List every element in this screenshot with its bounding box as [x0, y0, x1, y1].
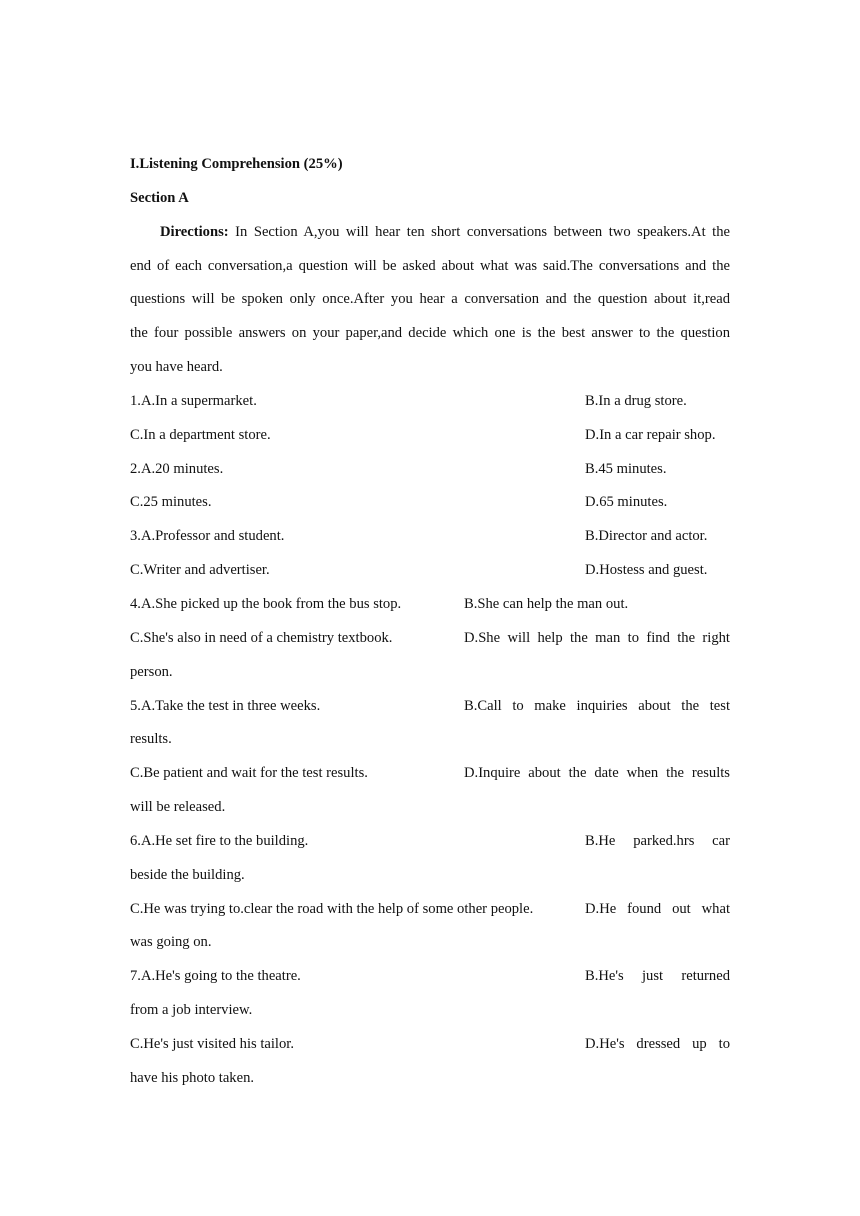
q2-option-b: B.45 minutes. — [585, 460, 667, 477]
q5-option-a: 5.A.Take the test in three weeks. — [130, 697, 321, 714]
q4-option-d: D.She will help the man to find the right — [464, 629, 730, 646]
directions-line-5: you have heard. — [130, 359, 223, 376]
part-heading: I.Listening Comprehension (25%) — [130, 156, 343, 172]
q1-option-a: 1.A.In a supermarket. — [130, 392, 257, 409]
q7-option-c: C.He's just visited his tailor. — [130, 1035, 294, 1052]
question-1-row-1 — [130, 385, 730, 419]
directions-line-2: end of each conversation,a question will be asked about what was said.The conversations and the — [130, 257, 730, 274]
q2-option-d: D.65 minutes. — [585, 494, 668, 511]
q4-option-b: B.She can help the man out. — [464, 595, 629, 612]
q2-option-a: 2.A.20 minutes. — [130, 460, 224, 477]
question-7-row-2 — [130, 1028, 730, 1062]
q6-option-c: C.He was trying to.clear the road with the help of some other people. — [130, 900, 534, 917]
question-6-row-2 — [130, 893, 730, 927]
q3-option-c: C.Writer and advertiser. — [130, 562, 270, 579]
q5-option-d: D.Inquire about the date when the results — [464, 765, 730, 782]
directions-line-4: the four possible answers on your paper,and decide which one is the best answer to the question — [130, 325, 730, 342]
q2-option-c: C.25 minutes. — [130, 494, 212, 511]
q7-option-a: 7.A.He's going to the theatre. — [130, 968, 301, 985]
q1-option-c: C.In a department store. — [130, 426, 271, 443]
q7-option-b-continued: from a job interview. — [130, 1002, 253, 1019]
q3-option-b: B.Director and actor. — [585, 528, 708, 545]
q5-option-c: C.Be patient and wait for the test results. — [130, 765, 368, 782]
q6-option-b-continued: beside the building. — [130, 866, 245, 883]
q7-option-b: B.He's just returned — [585, 968, 730, 985]
q4-option-d-continued: person. — [130, 663, 173, 680]
q3-option-a: 3.A.Professor and student. — [130, 528, 285, 545]
q1-option-d: D.In a car repair shop. — [585, 426, 716, 443]
q5-option-b: B.Call to make inquiries about the test — [464, 697, 730, 714]
question-3-row-2 — [130, 554, 730, 588]
q5-option-b-continued: results. — [130, 731, 172, 748]
question-2-row-1 — [130, 453, 730, 487]
directions-line-1: Directions: In Section A,you will hear ten short conversations between two speakers.At the — [160, 223, 730, 240]
question-2-row-2 — [130, 486, 730, 520]
directions-line-3: questions will be spoken only once.After you hear a conversation and the question about it,read — [130, 291, 730, 308]
question-3-row-1 — [130, 520, 730, 554]
q7-option-d-continued: have his photo taken. — [130, 1069, 255, 1086]
question-5-row-2 — [130, 757, 730, 791]
question-7-row-1 — [130, 960, 730, 994]
question-4-row-1 — [130, 588, 730, 622]
q5-option-d-continued: will be released. — [130, 799, 226, 816]
q6-option-a: 6.A.He set fire to the building. — [130, 832, 309, 849]
q4-option-a: 4.A.She picked up the book from the bus stop. — [130, 595, 402, 612]
q4-option-c: C.She's also in need of a chemistry textbook. — [130, 629, 393, 646]
question-5-row-1 — [130, 690, 730, 724]
section-heading: Section A — [130, 189, 189, 206]
q6-option-b: B.He parked.hrs car — [585, 832, 730, 849]
question-6-row-1 — [130, 825, 730, 859]
q6-option-d-continued: was going on. — [130, 934, 212, 951]
exam-page — [130, 148, 730, 1096]
q1-option-b: B.In a drug store. — [585, 392, 687, 409]
q7-option-d: D.He's dressed up to — [585, 1035, 730, 1052]
question-4-row-2 — [130, 622, 730, 656]
directions-label: Directions: — [160, 223, 229, 240]
directions — [130, 216, 730, 385]
q6-option-d: D.He found out what — [585, 900, 730, 917]
q3-option-d: D.Hostess and guest. — [585, 562, 708, 579]
question-1-row-2 — [130, 419, 730, 453]
